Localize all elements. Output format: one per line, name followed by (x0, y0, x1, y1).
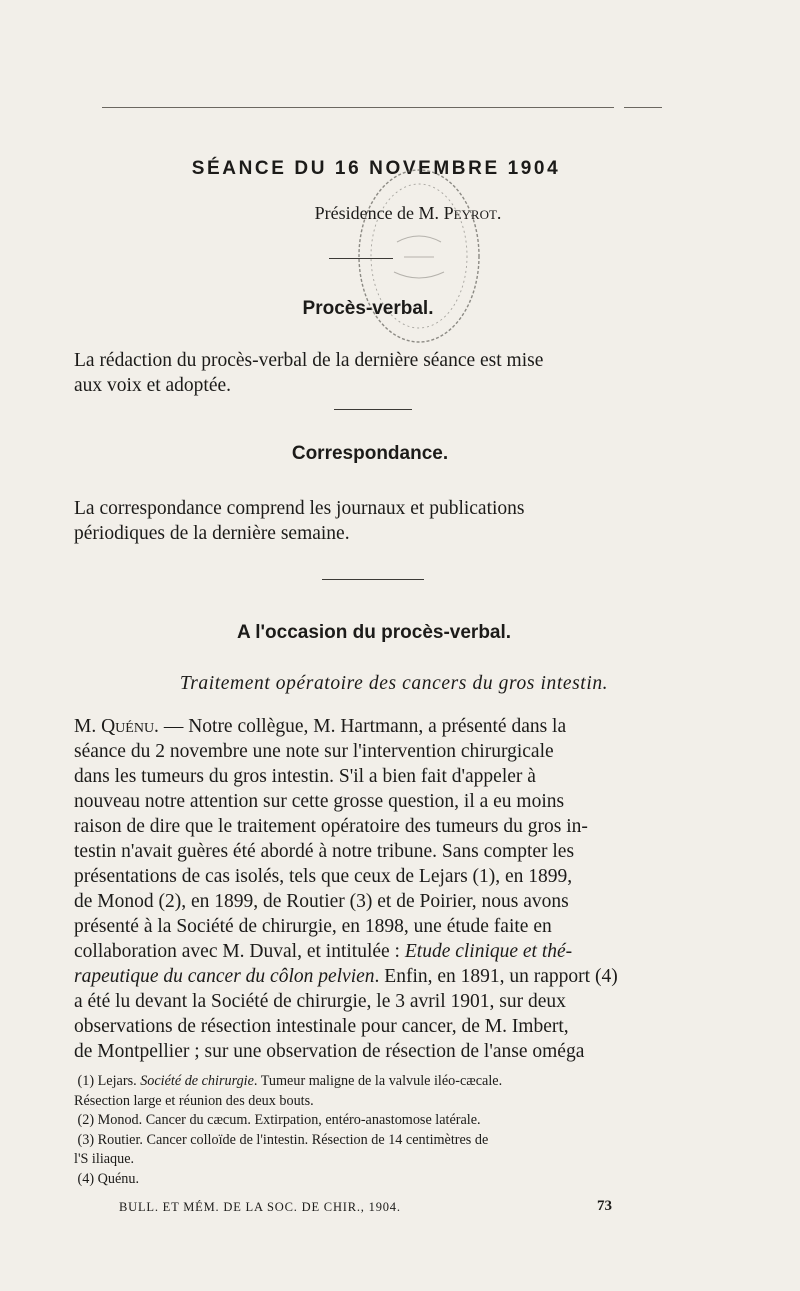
page-number: 73 (597, 1198, 612, 1214)
text-line: présentations de cas isolés, tels que ceux de Lejars (1), en 1899, (74, 866, 573, 887)
journal-footer: BULL. ET MÉM. DE LA SOC. DE CHIR., 1904. (119, 1200, 401, 1214)
text-segment: . Enfin, en 1891, un rapport (4) (374, 966, 618, 987)
top-rule (102, 107, 614, 108)
presidence-prefix: Présidence de M. (314, 203, 440, 223)
text-line: périodiques de la dernière semaine. (74, 523, 350, 544)
section-divider-2 (334, 409, 412, 410)
footnote-3-cont: l'S iliaque. (74, 1151, 135, 1167)
top-rule-end (624, 107, 662, 108)
library-stamp-icon (352, 162, 486, 350)
occasion-heading: A l'occasion du procès-verbal. (236, 622, 512, 643)
text-segment: — Notre collègue, M. Hartmann, a présenté dans la (158, 716, 567, 737)
italic-title: rapeutique du cancer du côlon pelvien (74, 966, 375, 987)
footnotes (74, 1072, 668, 1189)
speaker-name: M. Quénu. (74, 716, 159, 737)
correspondance-text (74, 496, 666, 546)
text-line (74, 714, 666, 739)
footnote-text: (2) Monod. Cancer du cæcum. Extirpation, entéro-anastomose latérale. (77, 1112, 481, 1128)
text-line: nouveau notre attention sur cette grosse question, il a eu moins (74, 791, 565, 812)
text-line: testin n'avait guères été abordé à notre tribune. Sans compter les (74, 841, 575, 862)
presidence-name: Peyrot. (443, 203, 502, 223)
footnote-text: (3) Routier. Cancer colloïde de l'intestin. Résection de 14 centimètres de (77, 1131, 489, 1148)
section-divider-3 (322, 579, 424, 580)
footnote-italic: Société de chirurgie (140, 1073, 254, 1089)
text-line: de Monod (2), en 1899, de Routier (3) et de Poirier, nous avons (74, 891, 569, 912)
text-segment: collaboration avec M. Duval, et intitulée : (74, 941, 405, 962)
footnote-1-cont: Résection large et réunion des deux bouts. (74, 1092, 314, 1109)
text-line: La correspondance comprend les journaux et publications (74, 498, 525, 519)
article-subtitle: Traitement opératoire des cancers du gros intestin. (179, 673, 609, 694)
text-line: observations de résection intestinale pour cancer, de M. Imbert, (74, 1016, 569, 1037)
text-line: présenté à la Société de chirurgie, en 1898, une étude faite en (74, 916, 552, 937)
section-divider-1 (329, 258, 393, 259)
proces-verbal-heading: Procès-verbal. (302, 298, 434, 319)
text-line: a été lu devant la Société de chirurgie, le 3 avril 1901, sur deux (74, 991, 566, 1012)
correspondance-heading: Correspondance. (291, 443, 449, 464)
text-line: raison de dire que le traitement opératoire des tumeurs du gros in- (74, 816, 588, 837)
text-line: dans les tumeurs du gros intestin. S'il a bien fait d'appeler à (74, 766, 536, 787)
footnote-text: (4) Quénu. (77, 1170, 140, 1187)
footnote-text: . Tumeur maligne de la valvule iléo-cæcale. (253, 1073, 503, 1089)
footnote-1 (74, 1072, 668, 1092)
text-line: aux voix et adoptée. (74, 375, 232, 396)
text-line (74, 939, 666, 964)
proces-verbal-text (74, 348, 666, 398)
text-line: séance du 2 novembre une note sur l'intervention chirurgicale (74, 741, 554, 762)
text-line (74, 964, 666, 989)
text-line: de Montpellier ; sur une observation de résection de l'anse oméga (74, 1041, 585, 1062)
italic-title: Etude clinique et thé- (404, 941, 573, 962)
seance-title: SÉANCE DU 16 NOVEMBRE 1904 (191, 158, 561, 179)
footnote-4 (74, 1170, 668, 1190)
article-body (74, 714, 666, 1064)
footnote-2 (74, 1111, 668, 1131)
text-line: La rédaction du procès-verbal de la dernière séance est mise (74, 350, 544, 371)
footnote-text: (1) Lejars. (77, 1073, 141, 1089)
footnote-3 (74, 1131, 668, 1151)
